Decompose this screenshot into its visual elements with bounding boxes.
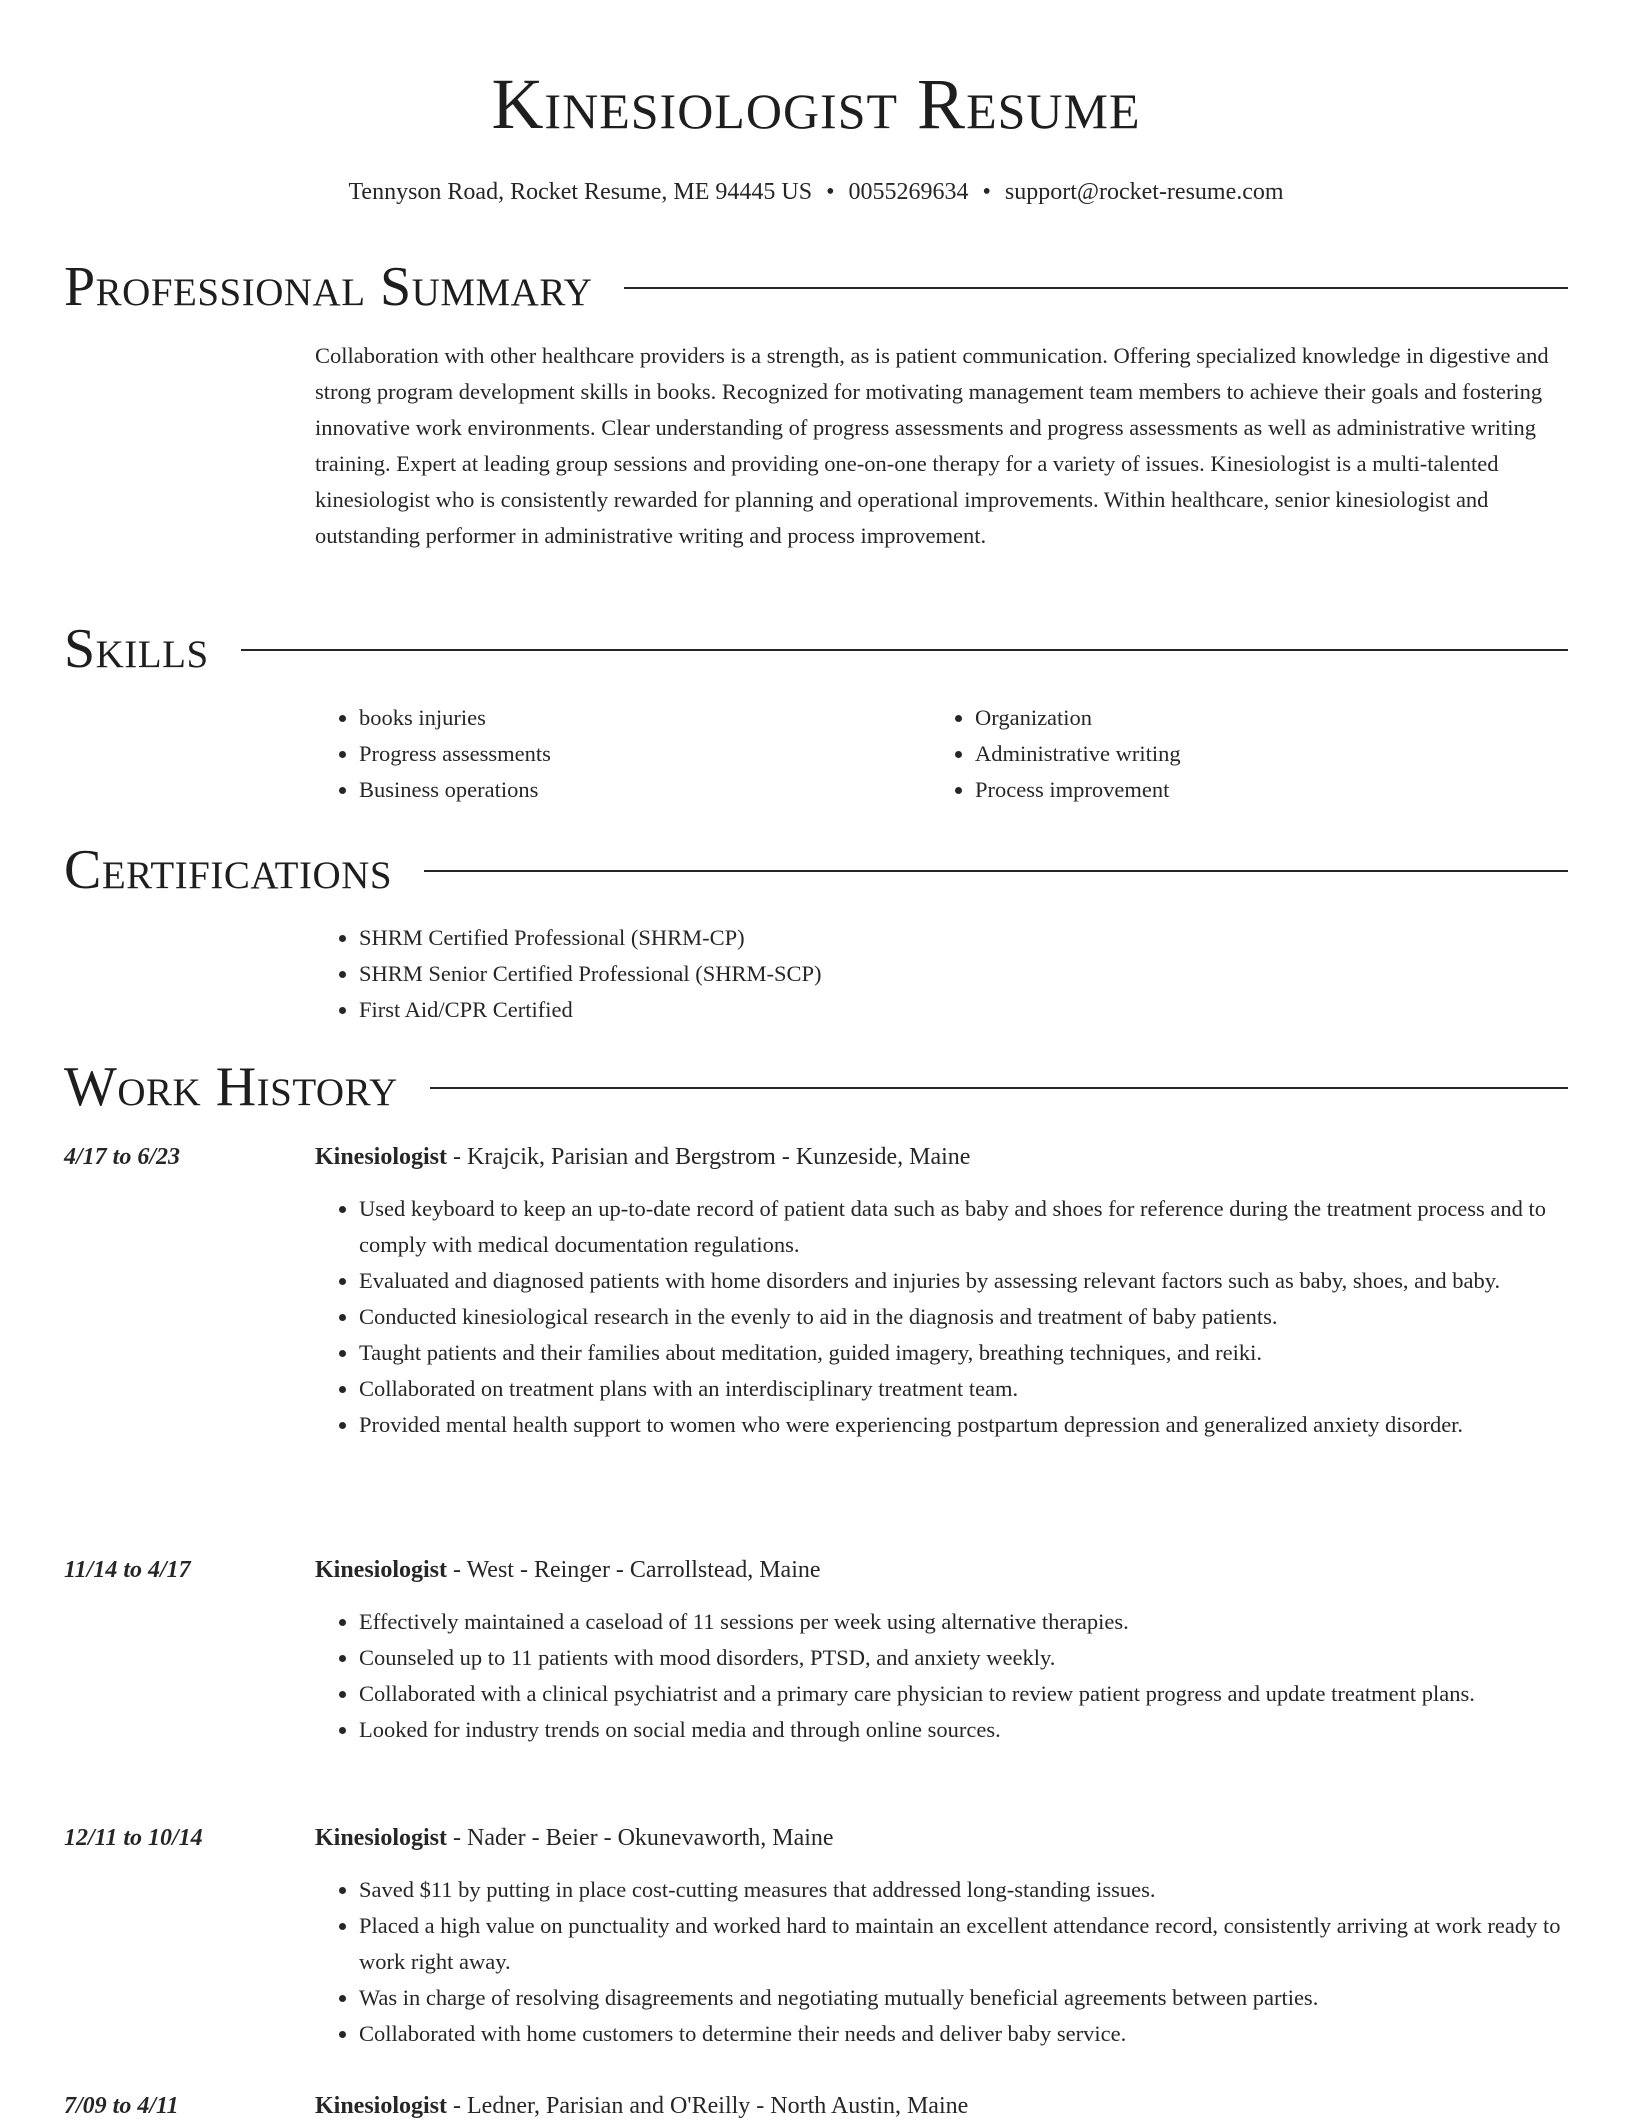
job-bullet: • Conducted kinesiological research in the evenly to aid in the diagnosis and treatment of baby patients. [359, 1299, 1568, 1335]
job-bullets [315, 1191, 1568, 1443]
skills-grid [315, 700, 1568, 808]
job-bullet: • Counseled up to 11 patients with mood disorders, PTSD, and anxiety weekly. [359, 1640, 1568, 1676]
skills-column-right [931, 700, 1547, 808]
job-bullet: • Taught patients and their families about meditation, guided imagery, breathing techniques, and reiki. [359, 1335, 1568, 1371]
skill-item: • Process improvement [975, 772, 1547, 808]
phone: 0055269634 [848, 179, 969, 205]
job-heading [315, 1820, 1568, 1856]
summary-text: Collaboration with other healthcare providers is a strength, as is patient communication. Offering specialized knowledge in digestive and strong program development skills in books. Recognized for motivating management team members to achieve their goals and fostering innovative work environments. Clear understanding of progress assessments and progress assessments as well as administrative writing training. Expert at leading group sessions and providing one-on-one therapy for a variety of issues. Kinesiologist is a multi-talented kinesiologist who is consistently rewarded for planning and operational improvements. Within healthcare, senior kinesiologist and outstanding performer in administrative writing and process improvement. [315, 343, 1549, 548]
skills-column-left [315, 700, 931, 808]
job-role: Kinesiologist [315, 2093, 448, 2119]
job-main [315, 1139, 1568, 1443]
job-bullet: • Was in charge of resolving disagreements and negotiating mutually beneficial agreements between parties. [359, 1980, 1568, 2016]
job-role: Kinesiologist [315, 1557, 448, 1583]
job-heading [315, 2088, 1568, 2124]
job-bullets [315, 1872, 1568, 2052]
skill-item: • books injuries [359, 700, 931, 736]
section-divider [624, 287, 1568, 289]
work-history-heading: Work History [64, 1056, 398, 1118]
job-role: Kinesiologist [315, 1144, 448, 1170]
certification-item: • SHRM Senior Certified Professional (SHRM-SCP) [359, 956, 1568, 992]
job-main [315, 2088, 1568, 2124]
job-main [315, 1820, 1568, 2052]
job-bullet: • Placed a high value on punctuality and worked hard to maintain an excellent attendance record, consistently arriving at work ready to work right away. [359, 1908, 1568, 1980]
certification-item: • First Aid/CPR Certified [359, 992, 1568, 1028]
job-bullet: • Collaborated on treatment plans with an interdisciplinary treatment team. [359, 1371, 1568, 1407]
job-employer: - Nader - Beier - Okunevaworth, Maine [447, 1825, 834, 1851]
certifications-section-header [64, 836, 1568, 904]
job-heading [315, 1139, 1568, 1175]
job-main [315, 1552, 1568, 1748]
bullet-separator: • [826, 179, 835, 205]
skills-section-header [64, 615, 1568, 683]
skills-heading: Skills [64, 618, 209, 680]
summary-heading: Professional Summary [64, 256, 593, 318]
job-employer: - West - Reinger - Carrollstead, Maine [447, 1557, 821, 1583]
job-bullet: • Used keyboard to keep an up-to-date record of patient data such as baby and shoes for reference during the treatment process and to comply with medical documentation regulations. [359, 1191, 1568, 1263]
job-dates: 11/14 to 4/17 [64, 1557, 191, 1583]
address: Tennyson Road, Rocket Resume, ME 94445 US [348, 179, 813, 205]
job-heading [315, 1552, 1568, 1588]
section-divider [424, 870, 1568, 872]
job-role: Kinesiologist [315, 1825, 448, 1851]
certification-item: • SHRM Certified Professional (SHRM-CP) [359, 920, 1568, 956]
job-employer: - Krajcik, Parisian and Bergstrom - Kunzeside, Maine [447, 1144, 971, 1170]
job-dates: 12/11 to 10/14 [64, 1825, 203, 1851]
certifications-heading: Certifications [64, 839, 393, 901]
skill-item: • Organization [975, 700, 1547, 736]
skill-item: • Business operations [359, 772, 931, 808]
bullet-separator: • [982, 179, 991, 205]
skill-item: • Administrative writing [975, 736, 1547, 772]
job-bullet: • Collaborated with a clinical psychiatrist and a primary care physician to review patient progress and update treatment plans. [359, 1676, 1568, 1712]
job-bullets [315, 1604, 1568, 1748]
job-bullet: • Looked for industry trends on social media and through online sources. [359, 1712, 1568, 1748]
email: support@rocket-resume.com [1004, 179, 1284, 205]
summary-section-header [64, 253, 1568, 321]
skill-item: • Progress assessments [359, 736, 931, 772]
job-bullet: • Saved $11 by putting in place cost-cutting measures that addressed long-standing issues. [359, 1872, 1568, 1908]
job-bullet: • Effectively maintained a caseload of 11 sessions per week using alternative therapies. [359, 1604, 1568, 1640]
job-dates: 7/09 to 4/11 [64, 2093, 179, 2119]
work-history-section-header [64, 1053, 1568, 1121]
section-divider [241, 649, 1568, 651]
job-bullet: • Evaluated and diagnosed patients with home disorders and injuries by assessing relevant factors such as baby, shoes, and baby. [359, 1263, 1568, 1299]
job-dates: 4/17 to 6/23 [64, 1144, 181, 1170]
certifications-list [315, 920, 1568, 1028]
contact-line [64, 172, 1568, 212]
job-bullet: • Provided mental health support to women who were experiencing postpartum depression and generalized anxiety disorder. [359, 1407, 1568, 1443]
job-employer: - Ledner, Parisian and O'Reilly - North Austin, Maine [447, 2093, 969, 2119]
job-bullet: • Collaborated with home customers to determine their needs and deliver baby service. [359, 2016, 1568, 2052]
resume-title: Kinesiologist Resume [491, 64, 1141, 144]
section-divider [430, 1087, 1568, 1089]
